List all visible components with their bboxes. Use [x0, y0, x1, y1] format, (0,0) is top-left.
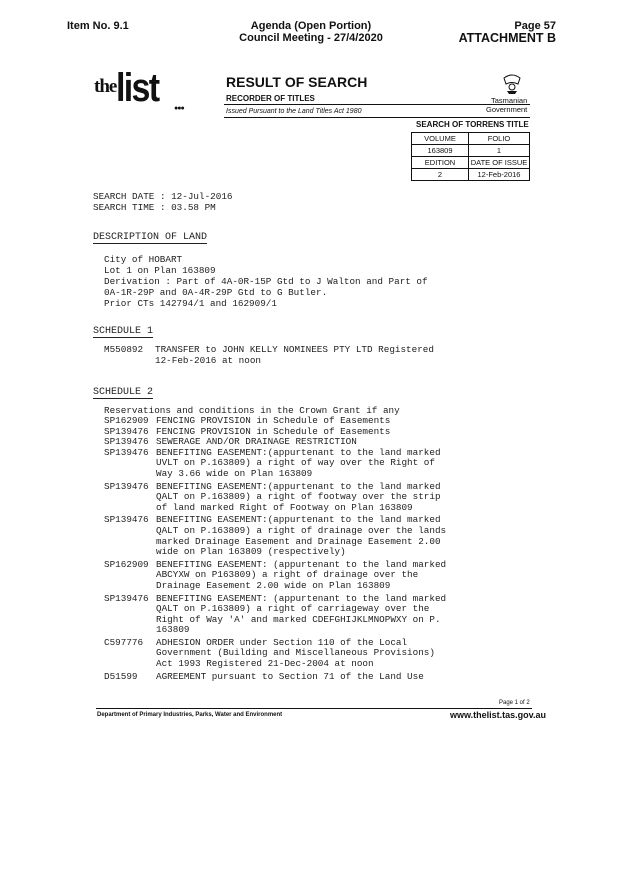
search-time: SEARCH TIME : 03.58 PM: [93, 202, 216, 213]
logo-list: list: [116, 66, 159, 110]
entry-line: ADHESION ORDER under Section 110 of the Local: [156, 636, 408, 648]
agenda-title: Agenda (Open Portion): [250, 20, 372, 32]
torrens-heading: SEARCH OF TORRENS TITLE: [416, 120, 529, 129]
government-line-1: Tasmanian: [491, 96, 528, 105]
entry-line: AGREEMENT pursuant to Section 71 of the Land Use: [156, 670, 424, 682]
schedule-2-intro: Reservations and conditions in the Crown Grant if any: [104, 405, 400, 416]
schedule-2-heading: SCHEDULE 2: [93, 387, 154, 398]
entry-line: of land marked Right of Footway on Plan 163809: [156, 501, 413, 513]
footer-department: Department of Primary Industries, Parks, Water and Environment: [97, 712, 283, 718]
government-line-2: Government: [486, 105, 528, 114]
entry-line: FENCING PROVISION in Schedule of Easements: [156, 425, 391, 437]
date-of-issue-value: 12-Feb-2016: [469, 169, 530, 181]
schedule-2-entries: [104, 416, 446, 682]
edition-value: 2: [412, 169, 469, 181]
footer-rule: [96, 708, 532, 709]
entry-line: QALT on P.163809) a right of footway over the strip: [156, 491, 441, 503]
letterhead-rule: [224, 104, 530, 105]
entry-ref: SP139476: [104, 425, 149, 437]
folio-value: 1: [469, 145, 530, 157]
entry-ref: SP139476: [104, 446, 149, 458]
meeting-line: Council Meeting - 27/4/2020: [239, 32, 383, 44]
footer-page-count: Page 1 of 2: [499, 700, 530, 706]
item-number: Item No. 9.1: [67, 20, 129, 32]
footer-url: www.thelist.tas.gov.au: [450, 710, 547, 720]
edition-label: EDITION: [412, 157, 469, 169]
entry-ref: SP139476: [104, 592, 149, 604]
description-line: Lot 1 on Plan 163809: [104, 265, 216, 276]
entry-line: UVLT on P.163809) a right of way over the Right of: [156, 457, 435, 469]
entry-ref: D51599: [104, 670, 138, 682]
entry-ref: SP162909: [104, 558, 149, 570]
schedule-2-entry: [104, 638, 446, 670]
schedule-2-entry: [104, 560, 446, 592]
entry-ref: C597776: [104, 636, 144, 648]
description-heading: DESCRIPTION OF LAND: [93, 232, 208, 243]
government-label: [486, 96, 527, 114]
entry-line: QALT on P.163809) a right of carriageway over the: [156, 603, 430, 615]
schedule-2-entry: [104, 416, 446, 427]
schedule-1-line: TRANSFER to JOHN KELLY NOMINEES PTY LTD Registered: [155, 344, 434, 355]
entry-line: marked Drainage Easement and Drainage Easement 2.00: [156, 535, 441, 547]
description-body: [104, 254, 428, 309]
schedule-2-entry: [104, 515, 446, 557]
entry-line: 163809: [156, 624, 190, 636]
entry-line: Drainage Easement 2.00 wide on Plan 163809: [156, 579, 391, 591]
result-title: RESULT OF SEARCH: [226, 74, 368, 90]
entry-line: wide on Plan 163809 (respectively): [156, 546, 346, 558]
entry-line: QALT on P.163809) a right of drainage over the lands: [156, 524, 447, 536]
volume-label: VOLUME: [412, 133, 469, 145]
entry-ref: SP139476: [104, 436, 149, 448]
date-of-issue-label: DATE OF ISSUE: [469, 157, 530, 169]
entry-line: BENEFITING EASEMENT:(appurtenant to the land marked: [156, 514, 441, 526]
description-line: City of HOBART: [104, 254, 183, 265]
entry-line: Government (Building and Miscellaneous Provisions): [156, 647, 435, 659]
letterhead-rule-lower: [224, 117, 530, 118]
schedule-2-entry: [104, 482, 446, 514]
entry-line: Act 1993 Registered 21-Dec-2004 at noon: [156, 658, 374, 670]
entry-line: Way 3.66 wide on Plan 163809: [156, 467, 313, 479]
schedule-1-ref: M550892: [104, 344, 144, 355]
entry-line: BENEFITING EASEMENT:(appurtenant to the land marked: [156, 446, 441, 458]
schedule-2-entry: [104, 672, 446, 683]
entry-line: BENEFITING EASEMENT:(appurtenant to the land marked: [156, 480, 441, 492]
attachment-label: ATTACHMENT B: [458, 31, 556, 45]
issued-pursuant: Issued Pursuant to the Land Titles Act 1980: [226, 108, 362, 115]
recorder-subtitle: RECORDER OF TITLES: [226, 94, 315, 103]
page-number: Page 57: [514, 20, 556, 32]
torrens-table: [411, 132, 530, 181]
entry-ref: SP139476: [104, 480, 149, 492]
thelist-logo: [94, 66, 194, 114]
volume-value: 163809: [412, 145, 469, 157]
entry-line: BENEFITING EASEMENT: (appurtenant to the land marked: [156, 558, 447, 570]
folio-label: FOLIO: [469, 133, 530, 145]
logo-dots-icon: ●●●: [174, 104, 184, 112]
schedule-2-entry: [104, 594, 446, 636]
entry-line: SEWERAGE AND/OR DRAINAGE RESTRICTION: [156, 436, 357, 448]
description-line: Prior CTs 142794/1 and 162909/1: [104, 298, 277, 309]
description-line: Derivation : Part of 4A-0R-15P Gtd to J Walton and Part of: [104, 276, 428, 287]
entry-ref: SP139476: [104, 514, 149, 526]
entry-line: BENEFITING EASEMENT: (appurtenant to the land marked: [156, 592, 447, 604]
entry-line: ABCYXW on P163809) a right of drainage over the: [156, 569, 419, 581]
schedule-2-entry: [104, 448, 446, 480]
schedule-1-body: [155, 344, 434, 366]
search-date: SEARCH DATE : 12-Jul-2016: [93, 191, 233, 202]
entry-line: FENCING PROVISION in Schedule of Easements: [156, 415, 391, 426]
entry-ref: SP162909: [104, 415, 149, 426]
schedule-1-line: 12-Feb-2016 at noon: [155, 355, 262, 366]
logo-the: the: [94, 76, 117, 97]
description-line: 0A-1R-29P and 0A-4R-29P Gtd to G Butler.: [104, 287, 328, 298]
schedule-1-heading: SCHEDULE 1: [93, 326, 154, 337]
entry-line: Right of Way 'A' and marked CDEFGHIJKLMNOPWXY on P.: [156, 613, 441, 625]
